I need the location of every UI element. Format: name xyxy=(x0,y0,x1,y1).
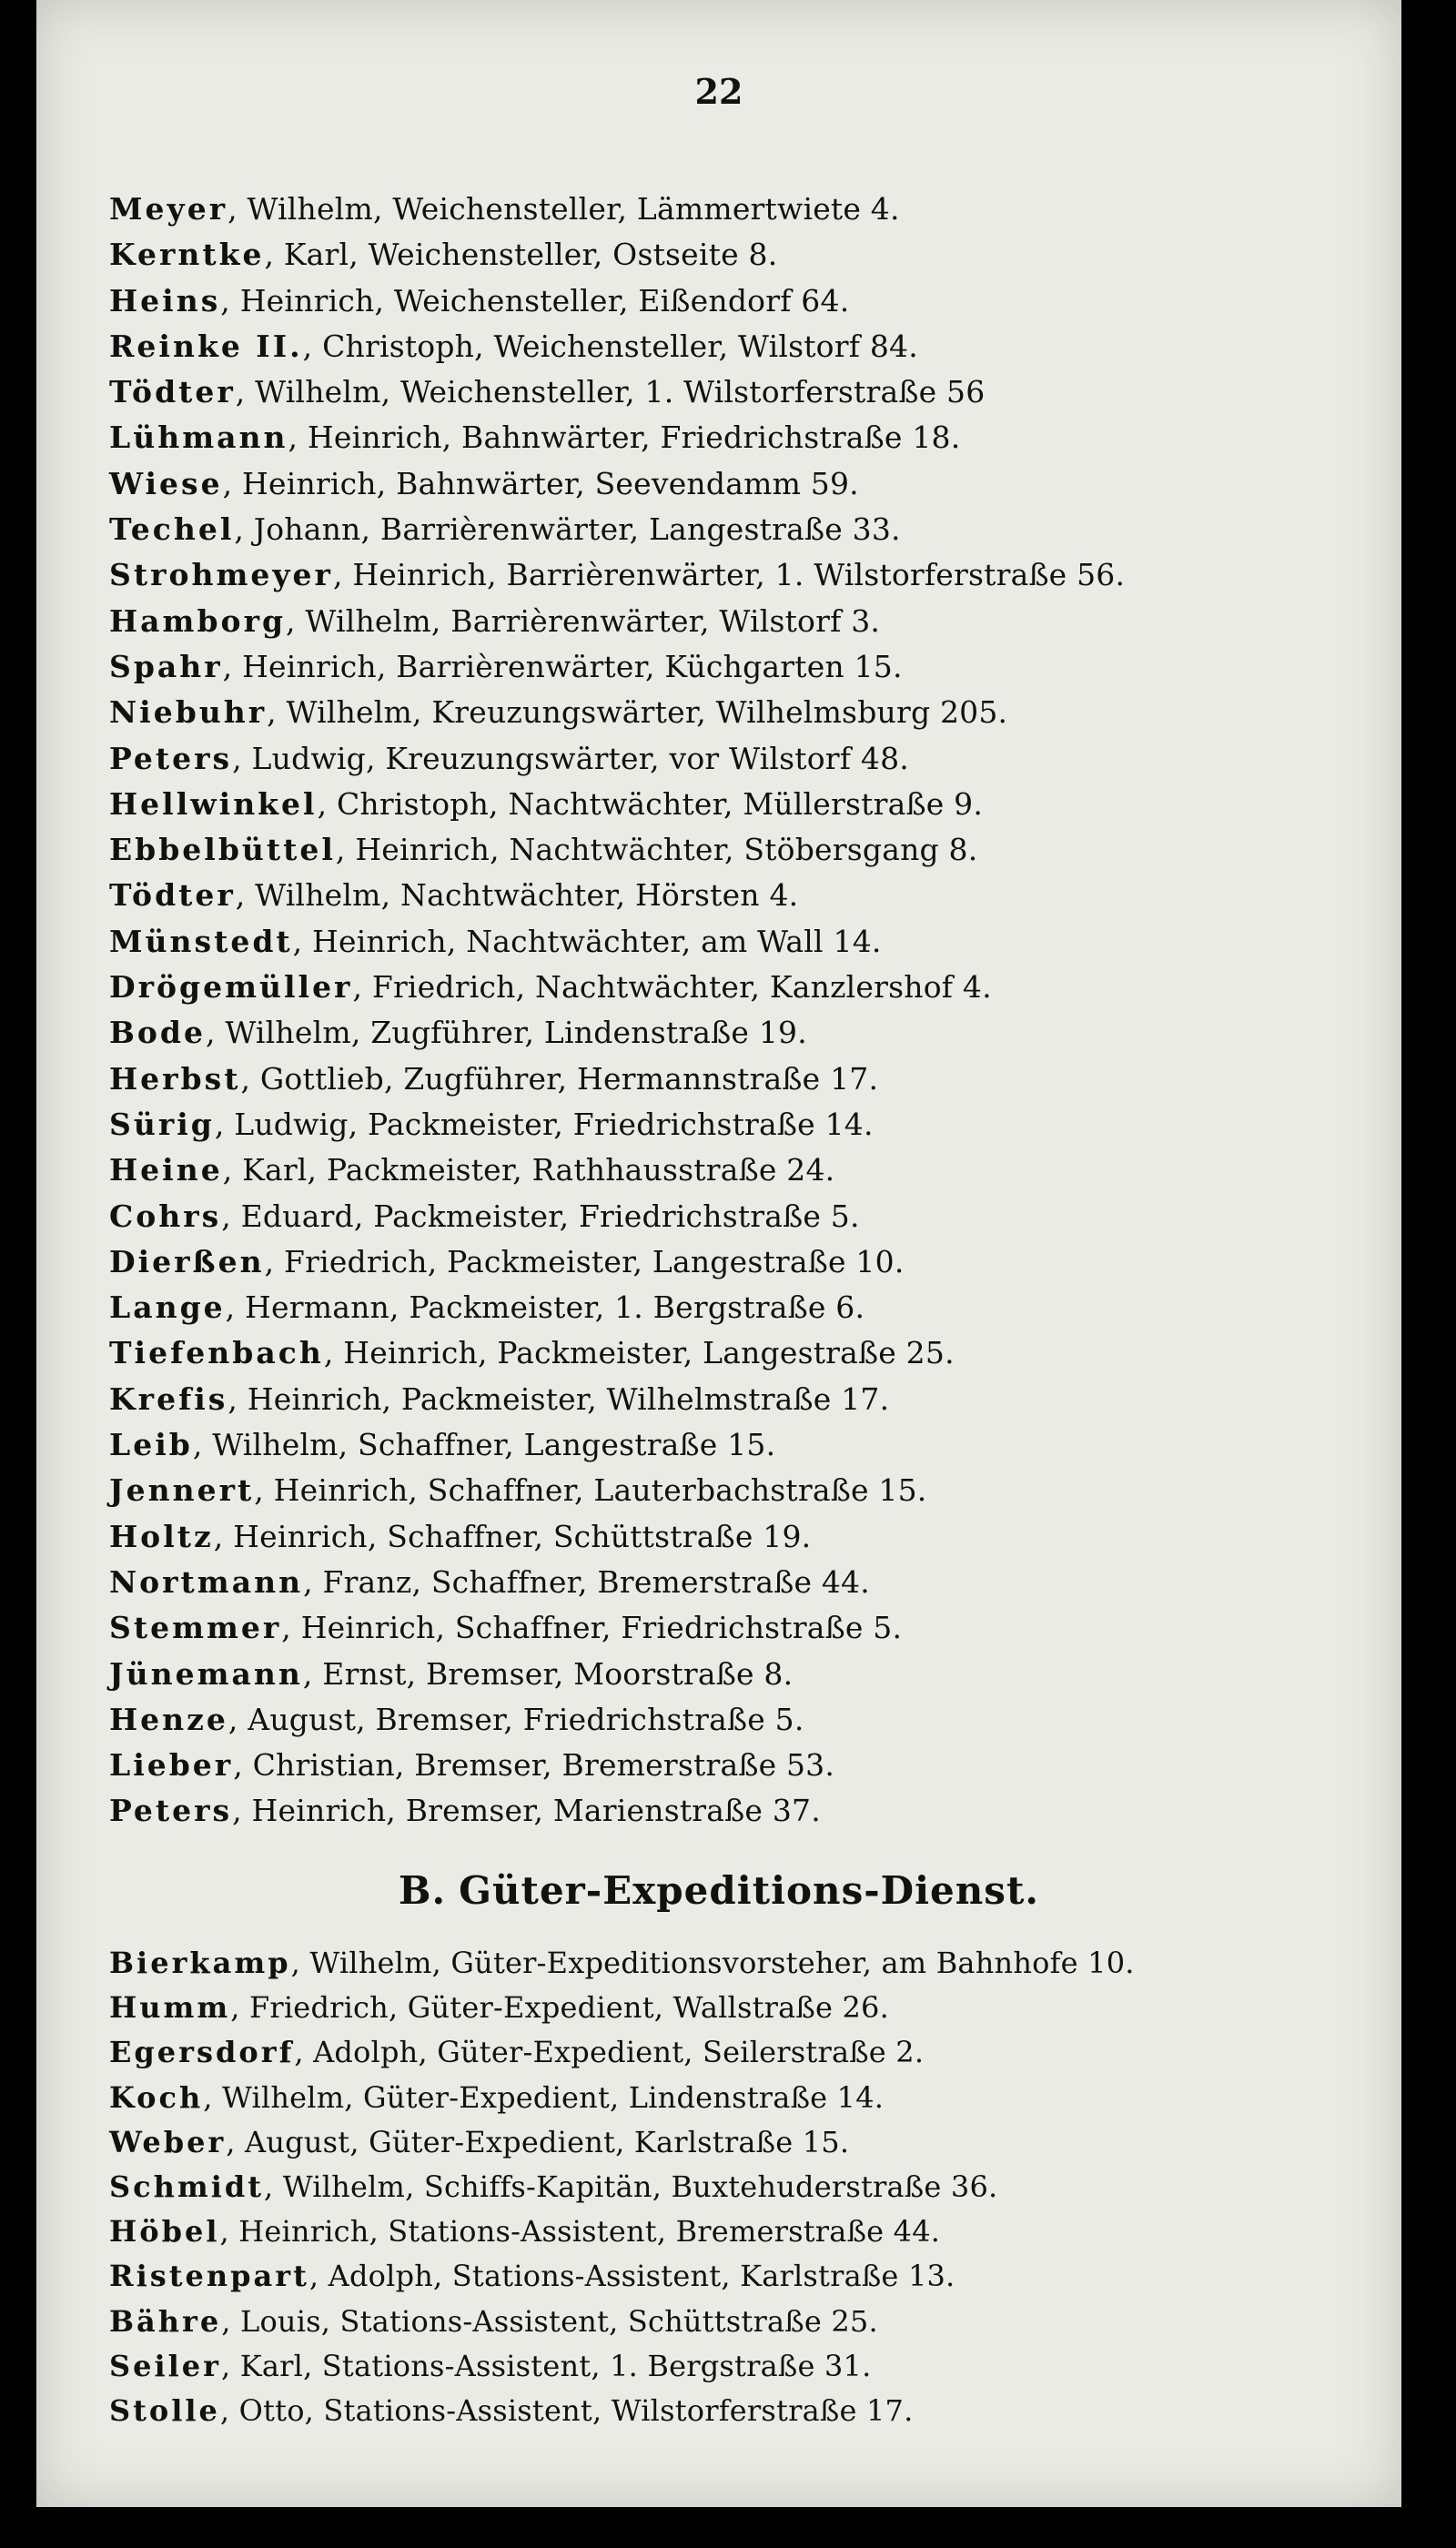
list-item: Hellwinkel, Christoph, Nachtwächter, Müllerstraße 9. xyxy=(109,785,984,822)
list-item: Hamborg, Wilhelm, Barrièrenwärter, Wilstorf 3. xyxy=(109,602,881,639)
section-b-letter: B. xyxy=(399,1868,447,1913)
entry-details: Christoph, Nachtwächter, Müllerstraße 9. xyxy=(336,785,984,822)
list-item: Schmidt, Wilhelm, Schiffs-Kapitän, Buxtehuderstraße 36. xyxy=(109,2169,998,2204)
entry-surname: Schmidt xyxy=(109,2169,265,2204)
entry-details: Franz, Schaffner, Bremerstraße 44. xyxy=(322,1563,870,1600)
entry-surname: Koch xyxy=(109,2079,204,2115)
entry-surname: Kerntke xyxy=(109,237,265,273)
list-item: Drögemüller, Friedrich, Nachtwächter, Kanzlershof 4. xyxy=(109,969,992,1006)
entry-details: Heinrich, Packmeister, Langestraße 25. xyxy=(343,1335,955,1371)
entry-details: Eduard, Packmeister, Friedrichstraße 5. xyxy=(240,1198,860,1234)
list-item: Peters, Ludwig, Kreuzungswärter, vor Wilstorf 48. xyxy=(109,740,909,776)
entry-details: Wilhelm, Güter-Expeditionsvorsteher, am Bahnhofe 10. xyxy=(309,1946,1135,1980)
entry-details: Wilhelm, Weichensteller, Lämmertwiete 4. xyxy=(247,191,900,227)
entry-surname: Tiefenbach xyxy=(109,1335,324,1371)
entry-surname: Münstedt xyxy=(109,923,293,959)
list-item: Bode, Wilhelm, Zugführer, Lindenstraße 19. xyxy=(109,1015,807,1051)
list-item: Seiler, Karl, Stations-Assistent, 1. Bergstraße 31. xyxy=(109,2348,872,2383)
entry-details: Heinrich, Barrièrenwärter, 1. Wilstorferstraße 56. xyxy=(352,557,1126,593)
entry-details: Hermann, Packmeister, 1. Bergstraße 6. xyxy=(245,1289,865,1326)
list-item: Tödter, Wilhelm, Nachtwächter, Hörsten 4. xyxy=(109,877,799,914)
entry-details: Johann, Barrièrenwärter, Langestraße 33. xyxy=(253,511,901,548)
entry-surname: Jennert xyxy=(109,1472,255,1509)
section-b-title: Güter-Expeditions-Dienst. xyxy=(459,1868,1039,1913)
entry-details: Ernst, Bremser, Moorstraße 8. xyxy=(322,1655,794,1692)
entry-details: Karl, Stations-Assistent, 1. Bergstraße 31. xyxy=(239,2348,872,2383)
entry-details: Wilhelm, Schiffs-Kapitän, Buxtehuderstraße 36. xyxy=(282,2169,998,2204)
list-item: Ristenpart, Adolph, Stations-Assistent, Karlstraße 13. xyxy=(109,2259,956,2294)
entry-details: Gottlieb, Zugführer, Hermannstraße 17. xyxy=(259,1060,879,1097)
entry-details: Ludwig, Kreuzungswärter, vor Wilstorf 48. xyxy=(251,740,909,776)
entry-surname: Strohmeyer xyxy=(109,557,333,593)
entry-details: Karl, Weichensteller, Ostseite 8. xyxy=(283,237,778,273)
entry-details: Wilhelm, Zugführer, Lindenstraße 19. xyxy=(225,1015,807,1051)
entry-surname: Tödter xyxy=(109,374,236,410)
list-item: Tiefenbach, Heinrich, Packmeister, Langestraße 25. xyxy=(109,1335,955,1371)
list-item: Peters, Heinrich, Bremser, Marienstraße 37. xyxy=(109,1793,821,1829)
entry-surname: Henze xyxy=(109,1701,228,1737)
entry-details: Adolph, Stations-Assistent, Karlstraße 13. xyxy=(328,2259,956,2294)
entry-surname: Höbel xyxy=(109,2214,220,2250)
list-item: Egersdorf, Adolph, Güter-Expedient, Seilerstraße 2. xyxy=(109,2035,925,2070)
entry-surname: Stemmer xyxy=(109,1610,282,1646)
list-item: Ebbelbüttel, Heinrich, Nachtwächter, Stöbersgang 8. xyxy=(109,832,978,868)
entry-surname: Ebbelbüttel xyxy=(109,832,336,868)
entry-details: Heinrich, Nachtwächter, am Wall 14. xyxy=(312,923,882,959)
list-item: Jünemann, Ernst, Bremser, Moorstraße 8. xyxy=(109,1655,794,1692)
entry-surname: Techel xyxy=(109,511,235,548)
entry-details: August, Güter-Expedient, Karlstraße 15. xyxy=(245,2124,850,2159)
list-item: Reinke II., Christoph, Weichensteller, Wilstorf 84. xyxy=(109,328,918,364)
list-item: Jennert, Heinrich, Schaffner, Lauterbachstraße 15. xyxy=(109,1472,927,1509)
entry-surname: Dierßen xyxy=(109,1243,265,1279)
entry-details: Heinrich, Bahnwärter, Friedrichstraße 18. xyxy=(307,420,961,456)
entry-surname: Bähre xyxy=(109,2303,222,2339)
entry-surname: Tödter xyxy=(109,877,236,914)
entry-details: Friedrich, Packmeister, Langestraße 10. xyxy=(284,1243,905,1279)
list-item: Sürig, Ludwig, Packmeister, Friedrichstraße 14. xyxy=(109,1106,874,1142)
list-item: Weber, August, Güter-Expedient, Karlstraße 15. xyxy=(109,2124,850,2159)
list-item: Nortmann, Franz, Schaffner, Bremerstraße 44. xyxy=(109,1563,870,1600)
section-b-heading xyxy=(36,1868,1401,1913)
entry-surname: Reinke II. xyxy=(109,328,303,364)
entry-surname: Holtz xyxy=(109,1518,214,1554)
list-item: Heins, Heinrich, Weichensteller, Eißendorf 64. xyxy=(109,282,850,318)
entry-details: Wilhelm, Kreuzungswärter, Wilhelmsburg 205. xyxy=(286,694,1008,731)
entry-details: Otto, Stations-Assistent, Wilstorferstraße 17. xyxy=(238,2392,914,2428)
entry-surname: Seiler xyxy=(109,2348,221,2383)
entry-list-section-b xyxy=(109,1941,1383,2433)
entry-surname: Heine xyxy=(109,1152,223,1188)
entry-details: Heinrich, Bahnwärter, Seevendamm 59. xyxy=(241,465,859,501)
list-item: Bierkamp, Wilhelm, Güter-Expeditionsvorsteher, am Bahnhofe 10. xyxy=(109,1946,1135,1980)
list-item: Stolle, Otto, Stations-Assistent, Wilstorferstraße 17. xyxy=(109,2392,914,2428)
entry-details: Heinrich, Packmeister, Wilhelmstraße 17. xyxy=(247,1380,890,1417)
entry-details: Heinrich, Barrièrenwärter, Küchgarten 15. xyxy=(242,648,903,684)
entry-surname: Hamborg xyxy=(109,602,287,639)
list-item: Lieber, Christian, Bremser, Bremerstraße 53. xyxy=(109,1747,835,1784)
entry-surname: Bode xyxy=(109,1015,206,1051)
list-item: Bähre, Louis, Stations-Assistent, Schüttstraße 25. xyxy=(109,2303,878,2339)
entry-surname: Stolle xyxy=(109,2392,220,2428)
entry-surname: Peters xyxy=(109,1793,233,1829)
entry-details: Heinrich, Stations-Assistent, Bremerstraße 44. xyxy=(238,2214,941,2250)
entry-details: Christoph, Weichensteller, Wilstorf 84. xyxy=(322,328,918,364)
entry-surname: Nortmann xyxy=(109,1563,304,1600)
list-item: Lange, Hermann, Packmeister, 1. Bergstraße 6. xyxy=(109,1289,865,1326)
entry-details: Heinrich, Bremser, Marienstraße 37. xyxy=(251,1793,821,1829)
entry-details: Friedrich, Güter-Expedient, Wallstraße 26. xyxy=(248,1990,889,2026)
entry-details: Wilhelm, Nachtwächter, Hörsten 4. xyxy=(255,877,799,914)
list-item: Leib, Wilhelm, Schaffner, Langestraße 15. xyxy=(109,1427,776,1463)
entry-details: Heinrich, Nachtwächter, Stöbersgang 8. xyxy=(355,832,978,868)
entry-surname: Leib xyxy=(109,1427,193,1463)
entry-surname: Lühmann xyxy=(109,420,288,456)
entry-details: Wilhelm, Schaffner, Langestraße 15. xyxy=(212,1427,776,1463)
entry-surname: Peters xyxy=(109,740,233,776)
entry-surname: Egersdorf xyxy=(109,2035,295,2070)
list-item: Münstedt, Heinrich, Nachtwächter, am Wall 14. xyxy=(109,923,882,959)
entry-surname: Niebuhr xyxy=(109,694,268,731)
list-item: Lühmann, Heinrich, Bahnwärter, Friedrichstraße 18. xyxy=(109,420,961,456)
entry-surname: Weber xyxy=(109,2124,227,2159)
list-item: Holtz, Heinrich, Schaffner, Schüttstraße 19. xyxy=(109,1518,812,1554)
list-item: Kerntke, Karl, Weichensteller, Ostseite 8. xyxy=(109,237,778,273)
entry-surname: Spahr xyxy=(109,648,223,684)
entry-details: Karl, Packmeister, Rathhausstraße 24. xyxy=(242,1152,835,1188)
list-item: Niebuhr, Wilhelm, Kreuzungswärter, Wilhelmsburg 205. xyxy=(109,694,1008,731)
entry-surname: Meyer xyxy=(109,191,228,227)
entry-details: August, Bremser, Friedrichstraße 5. xyxy=(248,1701,804,1737)
entry-surname: Humm xyxy=(109,1990,231,2026)
entry-surname: Hellwinkel xyxy=(109,785,318,822)
entry-surname: Wiese xyxy=(109,465,223,501)
list-item: Höbel, Heinrich, Stations-Assistent, Bremerstraße 44. xyxy=(109,2214,941,2250)
entry-list-section-a xyxy=(109,187,1383,1835)
list-item: Heine, Karl, Packmeister, Rathhausstraße 24. xyxy=(109,1152,835,1188)
entry-details: Heinrich, Schaffner, Schüttstraße 19. xyxy=(233,1518,812,1554)
entry-details: Wilhelm, Güter-Expedient, Lindenstraße 14. xyxy=(221,2079,885,2115)
entry-details: Adolph, Güter-Expedient, Seilerstraße 2. xyxy=(313,2035,925,2070)
entry-details: Louis, Stations-Assistent, Schüttstraße 25. xyxy=(240,2303,878,2339)
list-item: Techel, Johann, Barrièrenwärter, Langestraße 33. xyxy=(109,511,901,548)
entry-details: Heinrich, Schaffner, Friedrichstraße 5. xyxy=(300,1610,903,1646)
list-item: Cohrs, Eduard, Packmeister, Friedrichstraße 5. xyxy=(109,1198,860,1234)
list-item: Dierßen, Friedrich, Packmeister, Langestraße 10. xyxy=(109,1243,905,1279)
entry-surname: Drögemüller xyxy=(109,969,353,1006)
entry-details: Heinrich, Weichensteller, Eißendorf 64. xyxy=(239,282,850,318)
list-item: Humm, Friedrich, Güter-Expedient, Wallstraße 26. xyxy=(109,1990,889,2026)
entry-details: Ludwig, Packmeister, Friedrichstraße 14. xyxy=(234,1106,874,1142)
list-item: Wiese, Heinrich, Bahnwärter, Seevendamm 59. xyxy=(109,465,859,501)
entry-details: Wilhelm, Weichensteller, 1. Wilstorferstraße 56 xyxy=(255,374,986,410)
entry-surname: Cohrs xyxy=(109,1198,222,1234)
entry-surname: Lieber xyxy=(109,1747,234,1784)
list-item: Strohmeyer, Heinrich, Barrièrenwärter, 1. Wilstorferstraße 56. xyxy=(109,557,1126,593)
entry-details: Wilhelm, Barrièrenwärter, Wilstorf 3. xyxy=(305,602,881,639)
document-page xyxy=(36,0,1401,2507)
list-item: Krefis, Heinrich, Packmeister, Wilhelmstraße 17. xyxy=(109,1380,890,1417)
entry-surname: Jünemann xyxy=(109,1655,303,1692)
list-item: Henze, August, Bremser, Friedrichstraße 5. xyxy=(109,1701,804,1737)
entry-surname: Bierkamp xyxy=(109,1946,291,1980)
list-item: Meyer, Wilhelm, Weichensteller, Lämmertwiete 4. xyxy=(109,191,900,227)
entry-surname: Lange xyxy=(109,1289,226,1326)
entry-details: Christian, Bremser, Bremerstraße 53. xyxy=(252,1747,835,1784)
entry-surname: Ristenpart xyxy=(109,2259,309,2294)
page-number: 22 xyxy=(694,71,743,112)
entry-details: Friedrich, Nachtwächter, Kanzlershof 4. xyxy=(371,969,992,1006)
entry-surname: Sürig xyxy=(109,1106,215,1142)
entry-surname: Heins xyxy=(109,282,221,318)
entry-details: Heinrich, Schaffner, Lauterbachstraße 15. xyxy=(273,1472,927,1509)
list-item: Herbst, Gottlieb, Zugführer, Hermannstraße 17. xyxy=(109,1060,879,1097)
list-item: Tödter, Wilhelm, Weichensteller, 1. Wilstorferstraße 56 xyxy=(109,374,986,410)
entry-surname: Krefis xyxy=(109,1380,228,1417)
list-item: Koch, Wilhelm, Güter-Expedient, Lindenstraße 14. xyxy=(109,2079,885,2115)
list-item: Stemmer, Heinrich, Schaffner, Friedrichstraße 5. xyxy=(109,1610,903,1646)
list-item: Spahr, Heinrich, Barrièrenwärter, Küchgarten 15. xyxy=(109,648,903,684)
entry-surname: Herbst xyxy=(109,1060,241,1097)
